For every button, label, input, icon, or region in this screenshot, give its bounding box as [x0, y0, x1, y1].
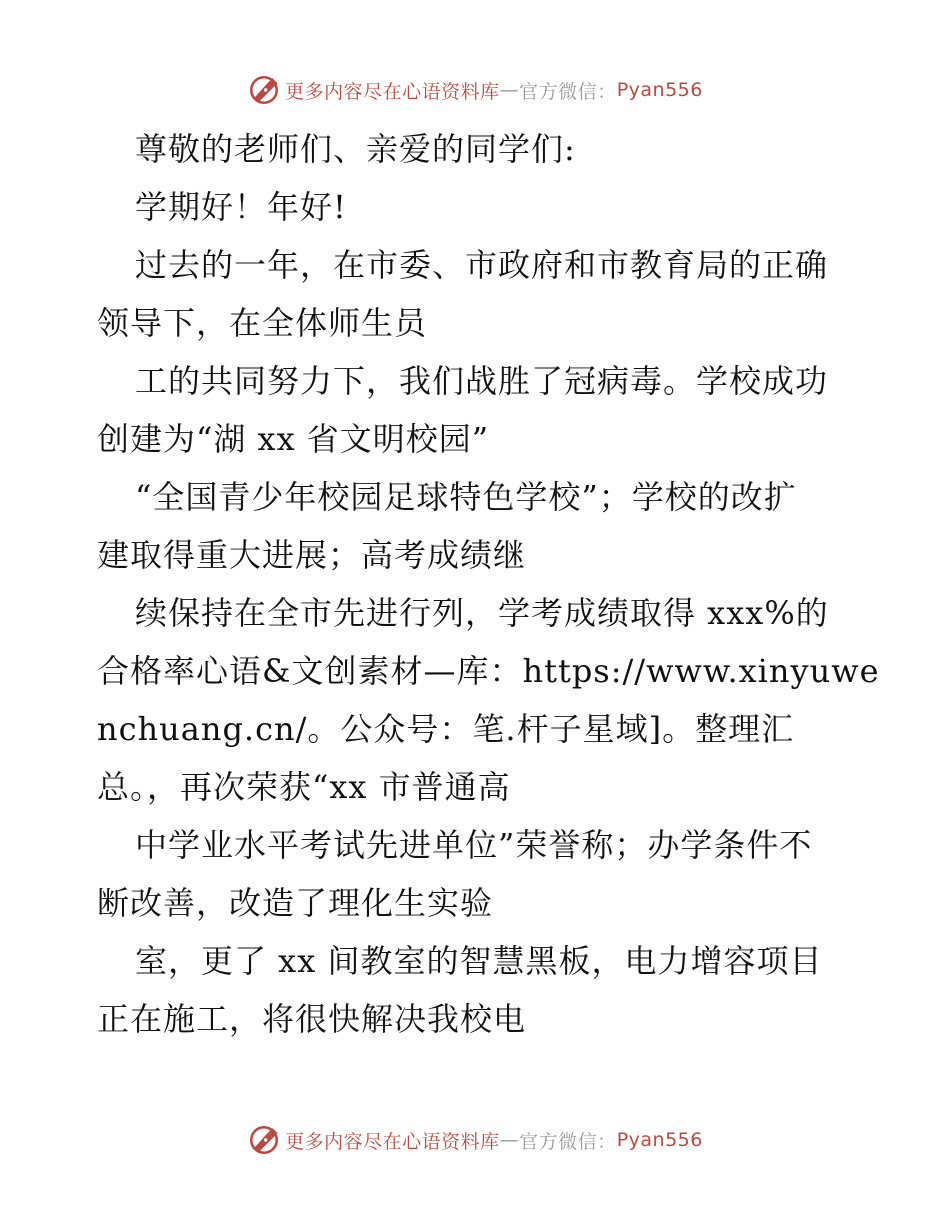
header-watermark-banner — [0, 70, 950, 110]
text-line: 总。，再次荣获“xx 市普通高 — [97, 768, 511, 806]
banner-wechat-id: Pyan556 — [616, 79, 703, 101]
banner-dash: — — [499, 79, 520, 101]
text-line: 尊敬的老师们、亲爱的同学们: — [135, 130, 576, 168]
banner-text: 更多内容尽在心语资料库 — [285, 1130, 500, 1153]
banner-dash: — — [499, 1129, 520, 1151]
text-line: 创建为“湖 xx 省文明校园” — [97, 420, 490, 458]
text-line: 中学业水平考试先进单位”荣誉称；办学条件不 — [135, 826, 813, 864]
text-line: 室，更了 xx 间教室的智慧黑板，电力增容项目 — [135, 942, 823, 980]
banner-wechat-label: 官方微信： — [519, 1130, 617, 1153]
text-line: “全国青少年校园足球特色学校”；学校的改扩 — [135, 478, 797, 516]
text-line: 领导下，在全体师生员 — [97, 304, 428, 342]
banner-text: 更多内容尽在心语资料库 — [285, 80, 500, 103]
text-line: 工的共同努力下，我们战胜了冠病毒。学校成功 — [135, 362, 829, 400]
text-line: 续保持在全市先进行列，学考成绩取得 xxx%的 — [135, 594, 829, 632]
banner-wechat-label: 官方微信： — [519, 80, 617, 103]
pen-nib-logo-icon — [247, 73, 281, 107]
text-line: 过去的一年，在市委、市政府和市教育局的正确 — [135, 246, 829, 284]
banner-wechat-id: Pyan556 — [616, 1129, 703, 1151]
text-line: 合格率心语&文创素材—库：https://www.xinyuwe — [97, 652, 880, 690]
footer-watermark-banner — [0, 1120, 950, 1160]
text-line: 断改善，改造了理化生实验 — [97, 884, 494, 922]
text-line: nchuang.cn/。公众号：笔.杆子星域]。整理汇 — [97, 710, 795, 748]
text-line: 正在施工，将很快解决我校电 — [97, 1000, 527, 1038]
text-line: 建取得重大进展；高考成绩继 — [97, 536, 527, 574]
pen-nib-logo-icon — [247, 1123, 281, 1157]
document-body — [97, 120, 880, 1048]
text-line: 学期好！年好! — [135, 188, 347, 226]
